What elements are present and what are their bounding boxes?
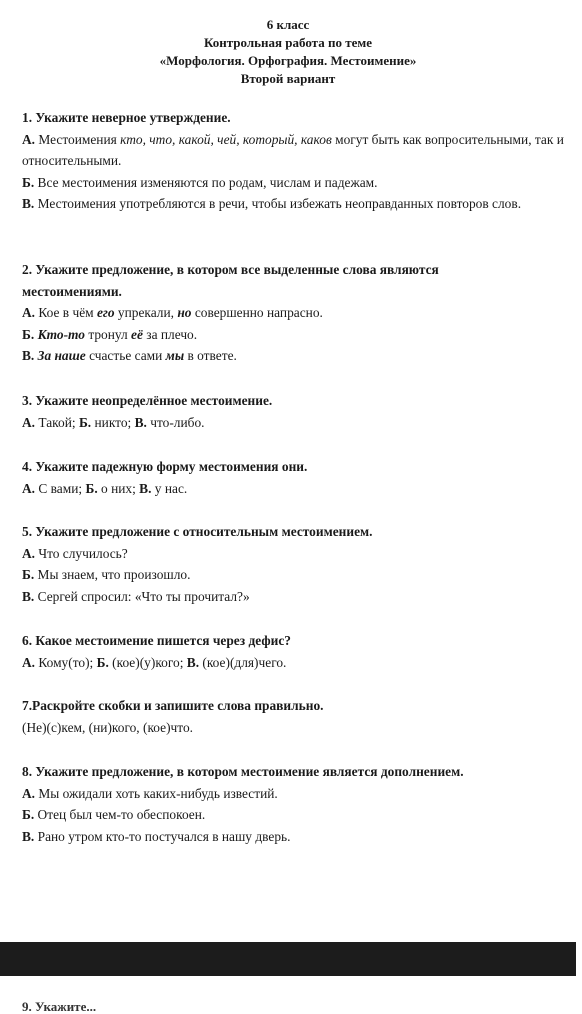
question-1-option-b: Б. Все местоимения изменяются по родам, числам и падежам.	[22, 174, 378, 190]
next-page-fragment: 9. Укажите...	[22, 999, 97, 1014]
question-6-title: 6. Какое местоимение пишется через дефис?	[22, 633, 291, 648]
question-1-title: 1. Укажите неверное утверждение.	[22, 110, 231, 125]
question-2-option-b: Б. Кто-то тронул её за плечо.	[22, 326, 198, 342]
document-header	[0, 16, 576, 88]
question-8-option-a: А. Мы ожидали хоть каких-нибудь известий.	[22, 785, 278, 801]
question-7-title: 7.Раскройте скобки и запишите слова правильно.	[22, 698, 324, 713]
variant-line: Второй вариант	[240, 71, 336, 86]
question-2-option-a: А. Кое в чём его упрекали, но совершенно напрасно.	[22, 305, 323, 321]
question-4-options: А. С вами; Б. о них; В. у нас.	[22, 480, 188, 496]
question-7	[22, 695, 574, 738]
topic-line: «Морфология. Орфография. Местоимение»	[159, 53, 417, 68]
question-4	[22, 456, 574, 499]
question-5-option-a: А. Что случилось?	[22, 545, 128, 561]
question-8	[22, 761, 574, 847]
question-1-option-a: А. Местоимения кто, что, какой, чей, который, каков могут быть как вопросительными, так и относительными.	[22, 131, 564, 169]
question-3-options: А. Такой; Б. никто; В. что-либо.	[22, 414, 205, 430]
question-1-option-c: В. Местоимения употребляются в речи, чтобы избежать неоправданных повторов слов.	[22, 196, 522, 212]
question-6	[22, 630, 574, 673]
question-2-option-c: В. За наше счастье сами мы в ответе.	[22, 348, 237, 364]
question-7-words: (Не)(с)кем, (ни)кого, (кое)что.	[22, 719, 193, 735]
question-4-title: 4. Укажите падежную форму местоимения они.	[22, 459, 308, 474]
question-8-title: 8. Укажите предложение, в котором местоимение является дополнением.	[22, 764, 464, 779]
grade-line: 6 класс	[266, 17, 310, 32]
question-2	[22, 259, 574, 367]
question-5-title: 5. Укажите предложение с относительным местоимением.	[22, 524, 373, 539]
question-5-option-b: Б. Мы знаем, что произошло.	[22, 567, 191, 583]
question-6-options: А. Кому(то); Б. (кое)(у)кого; В. (кое)(для)чего.	[22, 654, 287, 670]
question-3	[22, 390, 574, 433]
page-separator-bar	[0, 942, 576, 976]
question-3-title: 3. Укажите неопределённое местоимение.	[22, 393, 273, 408]
question-2-title: 2. Укажите предложение, в котором все выделенные слова являются местоимениями.	[22, 262, 439, 299]
question-8-option-b: Б. Отец был чем-то обеспокоен.	[22, 807, 206, 823]
question-1	[22, 107, 574, 215]
question-5-option-c: В. Сергей спросил: «Что ты прочитал?»	[22, 588, 250, 604]
test-line: Контрольная работа по теме	[203, 35, 373, 50]
question-8-option-c: В. Рано утром кто-то постучался в нашу дверь.	[22, 828, 291, 844]
question-5	[22, 521, 574, 607]
